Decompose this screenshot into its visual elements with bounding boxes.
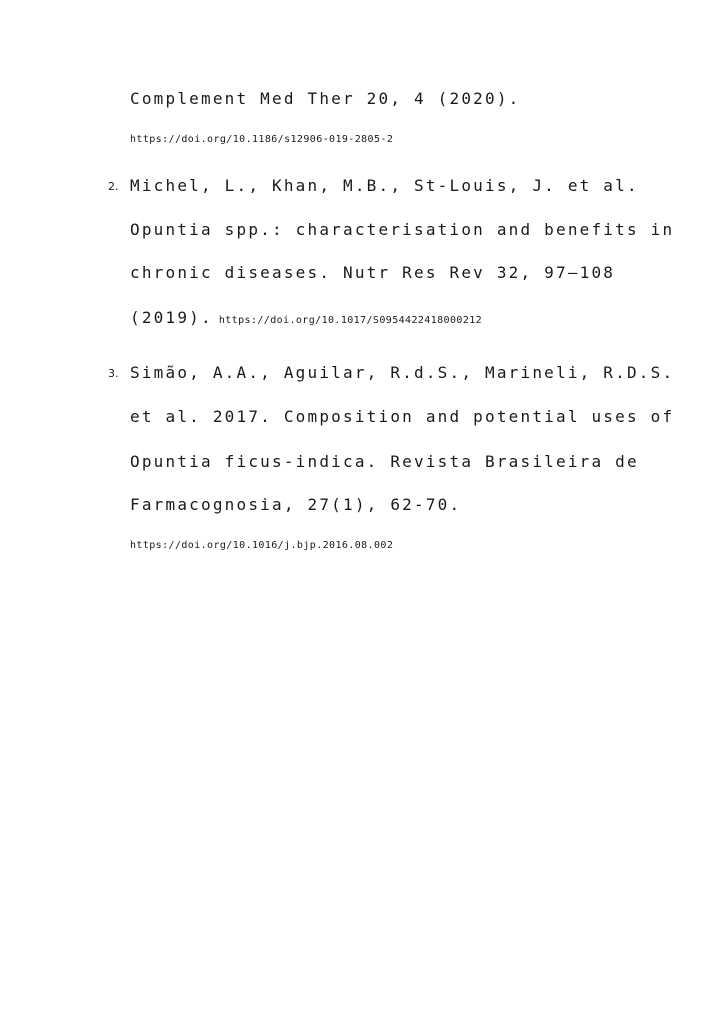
ref2-line1: Michel, L., Khan, M.B., St-Louis, J. et al. (130, 176, 639, 195)
ref2-doi-link[interactable]: https://doi.org/10.1017/S0954422418000212 (218, 315, 483, 326)
ref3-doi-link[interactable]: https://doi.org/10.1016/j.bjp.2016.08.002 (130, 540, 394, 551)
ref3-line1: Simão, A.A., Aguilar, R.d.S., Marineli, R.D.S. (130, 363, 675, 382)
ref1-doi-link[interactable]: https://doi.org/10.1186/s12906-019-2805-2 (130, 134, 394, 145)
ref2-line3: chronic diseases. Nutr Res Rev 32, 97–108 (130, 263, 616, 282)
ref3-number: 3. (108, 367, 119, 380)
ref3-line4: Farmacognosia, 27(1), 62-70. (130, 495, 462, 514)
ref2-number: 2. (108, 180, 119, 193)
ref3-line3: Opuntia ficus-indica. Revista Brasileira de (130, 452, 639, 471)
ref3-line2: et al. 2017. Composition and potential uses of (130, 407, 675, 426)
ref2-line2: Opuntia spp.: characterisation and benefits in (130, 220, 675, 239)
ref2-line4: (2019). (130, 308, 213, 327)
ref2-line4-wrapper (130, 308, 482, 331)
ref1-line1: Complement Med Ther 20, 4 (2020). (130, 89, 521, 108)
